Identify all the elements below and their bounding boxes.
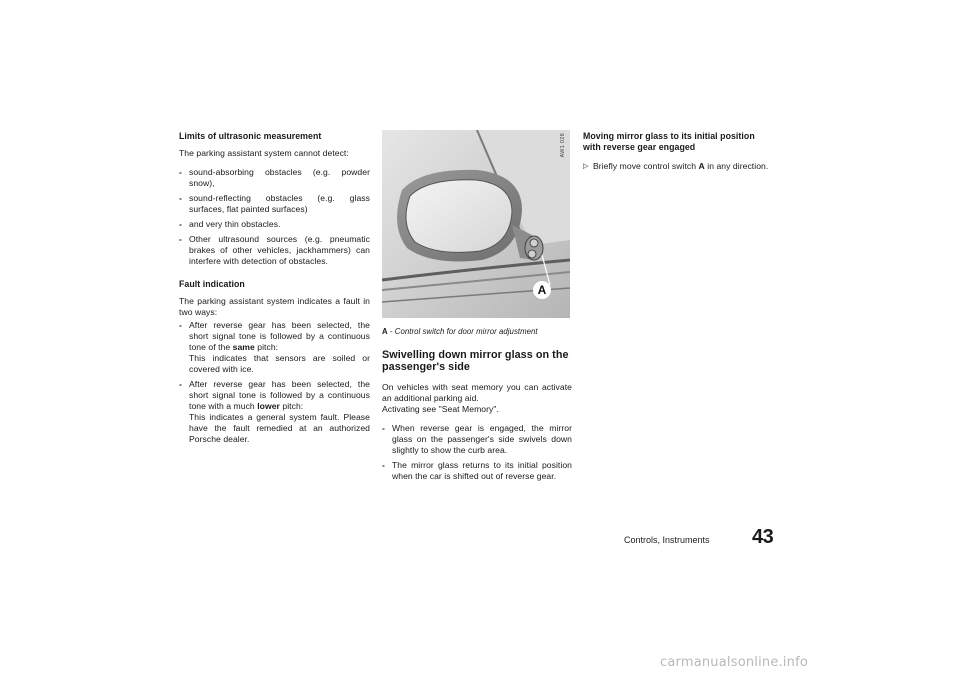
list-item: - The mirror glass returns to its initial position when the car is shifted out of reverse gear.	[382, 460, 572, 481]
figure-caption	[382, 326, 572, 337]
intro-text: The parking assistant system cannot detect:	[179, 148, 349, 158]
figure-code: AW1 028	[560, 133, 566, 158]
caption-text: - Control switch for door mirror adjustment	[389, 327, 538, 336]
caption-letter: A	[382, 327, 388, 336]
mirror-figure-svg	[382, 130, 570, 318]
fault-intro: The parking assistant system indicates a fault in two ways:	[179, 296, 370, 317]
section-footer-label: Controls, Instruments	[624, 535, 710, 545]
section-heading-fault: Fault indication	[179, 279, 245, 289]
instruction-step: ▷ Briefly move control switch A in any direction.	[583, 161, 769, 171]
list-item: - After reverse gear has been selected, the short signal tone is followed by a continuous tone with a much lower pitch: This indicates a general system fault. Please have the fault remedied at an authorized Porsche dealer.	[179, 379, 370, 444]
right-column	[583, 131, 773, 172]
list-item: - When reverse gear is engaged, the mirror glass on the passenger's side swivels down slightly to show the curb area.	[382, 423, 572, 455]
list-item: - and very thin obstacles.	[179, 219, 281, 229]
section-heading-swivel: Swivelling down mirror glass on the passenger's side	[382, 349, 569, 373]
fault-list	[179, 320, 370, 445]
paragraph: Activating see "Seat Memory".	[382, 404, 499, 414]
list-item: - sound-reflecting obstacles (e.g. glass surfaces, flat painted surfaces)	[179, 193, 370, 214]
door-mirror-illustration	[382, 130, 570, 318]
triangle-bullet-icon: ▷	[583, 163, 589, 170]
left-column	[179, 131, 370, 453]
list-item: - Other ultrasound sources (e.g. pneumatic brakes of other vehicles, jackhammers) can interfere with detection of obstacles.	[179, 234, 370, 266]
list-item: - sound-absorbing obstacles (e.g. powder snow),	[179, 167, 370, 188]
list-item: - After reverse gear has been selected, the short signal tone is followed by a continuous tone of the same pitch: This indicates that sensors are soiled or covered with ice.	[179, 320, 370, 374]
section-heading-limits: Limits of ultrasonic measurement	[179, 131, 322, 141]
middle-column	[382, 326, 572, 490]
section-heading-initial-position: Moving mirror glass to its initial position with reverse gear engaged	[583, 131, 755, 152]
figure-label-a: A	[537, 283, 547, 297]
page-number: 43	[752, 526, 774, 548]
limits-list	[179, 167, 370, 267]
paragraph: On vehicles with seat memory you can activate an additional parking aid.	[382, 382, 572, 403]
swivel-list	[382, 423, 572, 482]
watermark: carmanualsonline.info	[660, 655, 809, 670]
